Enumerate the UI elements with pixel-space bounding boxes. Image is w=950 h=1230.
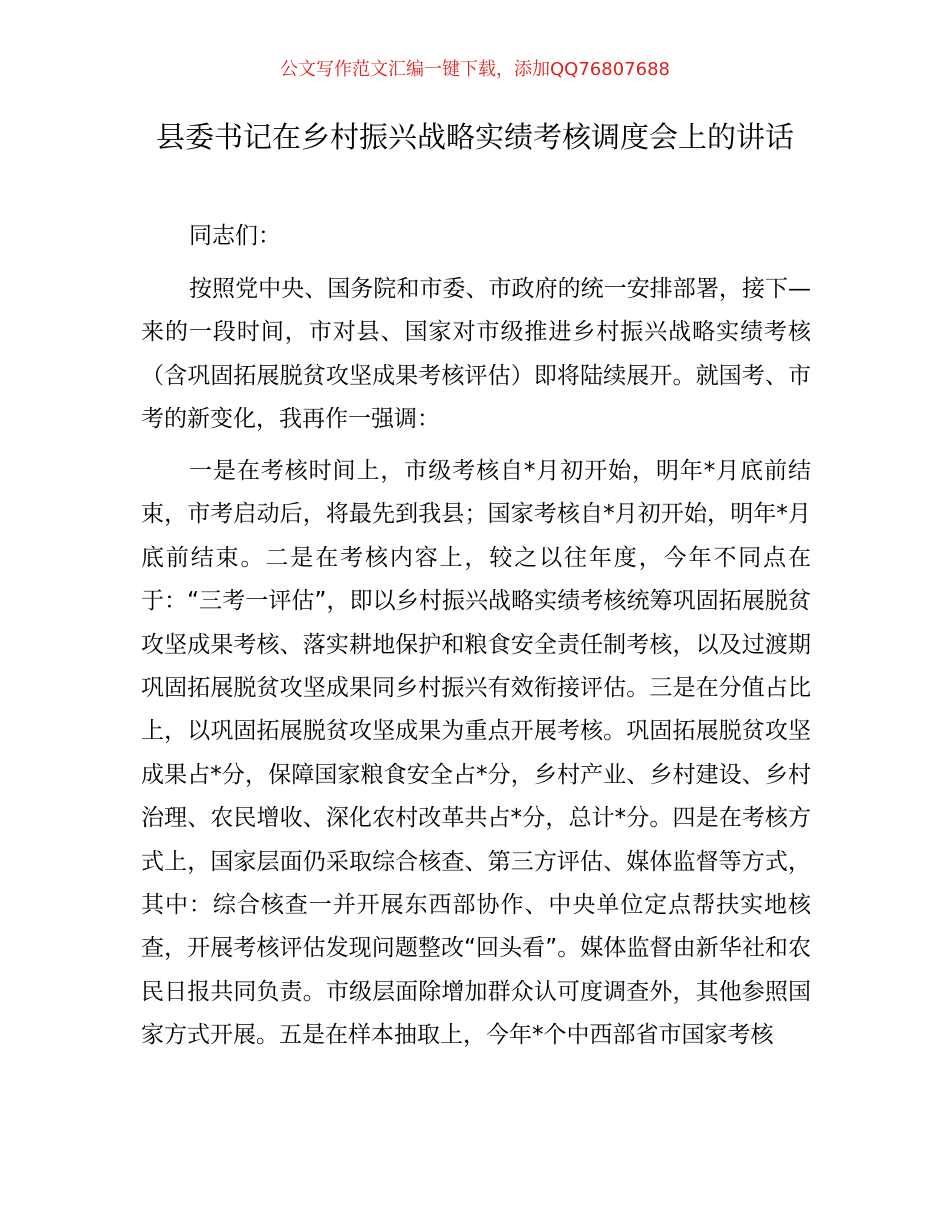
salutation: 同志们： [189, 223, 281, 249]
document-title: 县委书记在乡村振兴战略实绩考核调度会上的讲话 [155, 120, 794, 154]
paragraph: 按照党中央、国务院和市委、市政府的统一安排部署，接下—来的一段时间，市对县、国家对市级推进乡村振兴战略实绩考核（含巩固拓展脱贫攻坚成果考核评估）即将陆续展开。就国考、市考的新变化，我再作一强调： [141, 276, 811, 433]
download-banner: 公文写作范文汇编一键下载，添加QQ76807688 [280, 59, 670, 80]
paragraph: 一是在考核时间上，市级考核自*月初开始，明年*月底前结束，市考启动后，将最先到我县；国家考核自*月初开始，明年*月底前结束。二是在考核内容上，较之以往年度，今年不同点在于：“三考一评估”，即以乡村振兴战略实绩考核统筹巩固拓展脱贫攻坚成果考核、落实耕地保护和粮食安全责任制考核，以及过渡期巩固拓展脱贫攻坚成果同乡村振兴有效衔接评估。三是在分值占比上，以巩固拓展脱贫攻坚成果为重点开展考核。巩固拓展脱贫攻坚成果占*分，保障国家粮食安全占*分，乡村产业、乡村建设、乡村治理、农民增收、深化农村改革共占*分，总计*分。四是在考核方式上，国家层面仍采取综合核查、第三方评估、媒体监督等方式，其中：综合核查一并开展东西部协作、中央单位定点帮扶实地核查，开展考核评估发现问题整改“回头看”。媒体监督由新华社和农民日报共同负责。市级层面除增加群众认可度调查外，其他参照国家方式开展。五是在样本抽取上，今年*个中西部省市国家考核 [141, 458, 811, 1049]
